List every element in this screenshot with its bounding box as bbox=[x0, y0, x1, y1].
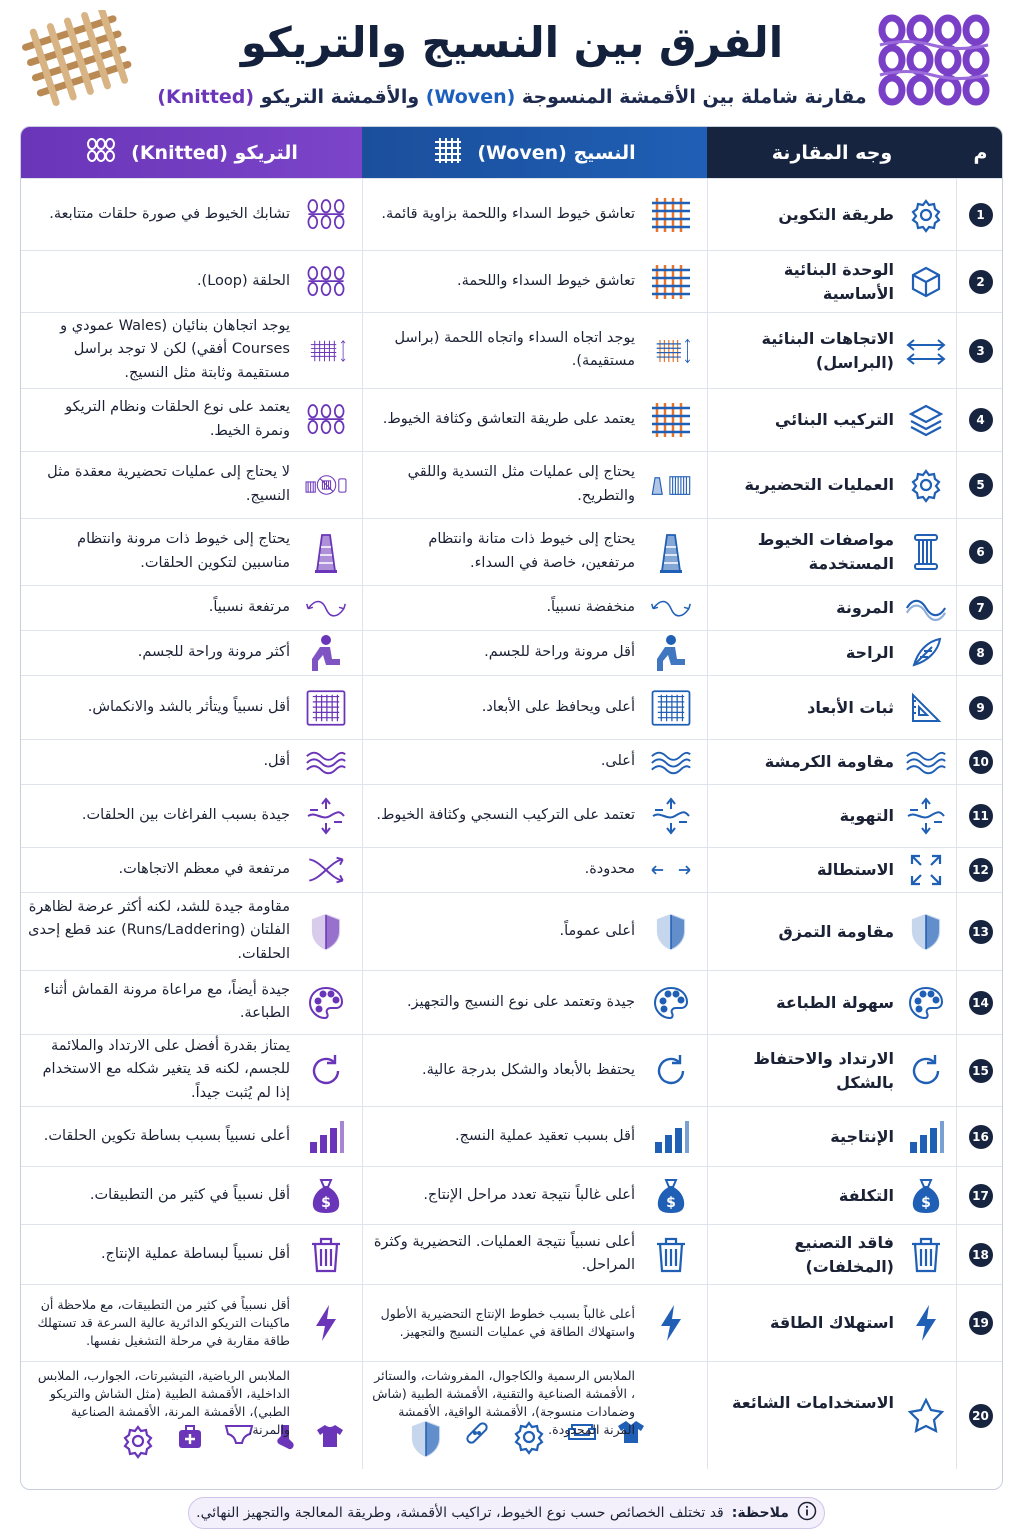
knitted-cell bbox=[21, 1362, 362, 1469]
aspect-cell bbox=[707, 519, 957, 585]
woven-cell bbox=[362, 785, 707, 847]
aspect-cell bbox=[707, 586, 957, 630]
knitted-text: الملابس الرياضية، التيشيرتات، الجوارب، الملابس الداخلية، الأقمشة الطبية (مثل الشاش والتريكو الطبي)، الأقمشة المرنة، الأقمشة الصناعية والمرنة. bbox=[37, 1367, 290, 1437]
woven-cell bbox=[362, 740, 707, 784]
aspect-cell bbox=[707, 389, 957, 451]
woven-grid-icon bbox=[649, 193, 693, 237]
knitted-text: مرتفعة نسبياً. bbox=[208, 599, 290, 616]
knitted-text: يوجد اتجاهان بنائيان (Wales عمودي و Courses أفقي) لكن لا توجد براسل مستقيمة وثابتة مثل النسيج. bbox=[60, 317, 290, 382]
cube-icon bbox=[904, 260, 948, 304]
woven-cell bbox=[362, 179, 707, 250]
knitted-cell bbox=[21, 519, 362, 585]
woven-fabric-illustration-icon bbox=[12, 10, 142, 114]
aspect-cell bbox=[707, 313, 957, 388]
aspect-label: الاستخدامات الشائعة bbox=[731, 1392, 894, 1412]
table-row bbox=[21, 250, 1003, 312]
svg-text:$: $ bbox=[321, 1194, 331, 1211]
woven-cell bbox=[362, 631, 707, 675]
aspect-label: التكلفة bbox=[838, 1185, 894, 1205]
woven-text: أعلى نسبياً نتيجة العمليات. التحضيرية وكثرة المراحل. bbox=[373, 1233, 635, 1274]
aspect-cell bbox=[707, 848, 957, 892]
row-number-badge: 13 bbox=[969, 920, 993, 944]
knitted-text: تشابك الخيوط في صورة حلقات متتابعة. bbox=[49, 205, 290, 222]
aspect-label: الارتداد والاحتفاظ بالشكل bbox=[753, 1048, 894, 1092]
knit-grid-arrows-icon bbox=[304, 329, 348, 373]
row-number-cell bbox=[957, 1167, 1003, 1224]
header-knitted-label: التريكو (Knitted) bbox=[131, 141, 298, 164]
aspect-label: الاتجاهات البنائية (البراسل) bbox=[761, 328, 894, 372]
row-number-badge: 1 bbox=[969, 203, 993, 227]
expand-icon bbox=[904, 848, 948, 892]
knitted-cell bbox=[21, 893, 362, 970]
table-row bbox=[21, 1284, 1003, 1361]
knitted-cell bbox=[21, 740, 362, 784]
palette-icon bbox=[304, 981, 348, 1025]
aspect-label: التركيب البنائي bbox=[774, 410, 894, 429]
table-row bbox=[21, 1106, 1003, 1166]
row-number-cell bbox=[957, 1362, 1003, 1469]
table-row bbox=[21, 518, 1003, 585]
knitted-cell bbox=[21, 251, 362, 312]
shield-icon bbox=[304, 910, 348, 954]
row-number-badge: 17 bbox=[969, 1184, 993, 1208]
knitted-cell bbox=[21, 1035, 362, 1106]
woven-cell bbox=[362, 586, 707, 630]
row-number-badge: 11 bbox=[969, 804, 993, 828]
knitted-text: يحتاج إلى خيوط ذات مرونة وانتظام مناسبين لتكوين الحلقات. bbox=[77, 531, 290, 571]
aspect-cell bbox=[707, 893, 957, 970]
shield-icon bbox=[649, 910, 693, 954]
aspect-cell bbox=[707, 1285, 957, 1361]
header-knitted bbox=[21, 127, 362, 178]
airflow-icon bbox=[904, 794, 948, 838]
note-box bbox=[188, 1497, 825, 1529]
row-number-badge: 8 bbox=[969, 641, 993, 665]
aspect-label: التهوية bbox=[839, 806, 894, 825]
row-number-cell bbox=[957, 631, 1003, 675]
woven-cell bbox=[362, 848, 707, 892]
knitted-cell bbox=[21, 452, 362, 518]
aspect-label: مواصفات الخيوط المستخدمة bbox=[757, 530, 894, 573]
knitted-text: جيدة أيضاً، مع مراعاة مرونة القماش أثناء الطباعة. bbox=[43, 981, 290, 1022]
knitted-text: يعتمد على نوع الحلقات ونظام التريكو ونمرة الخيط. bbox=[65, 399, 290, 439]
woven-text: جيدة وتعتمد على نوع النسيج والتجهيز. bbox=[406, 993, 635, 1010]
yarn-cone-icon bbox=[649, 530, 693, 574]
svg-text:+ bbox=[649, 346, 650, 355]
aspect-label: الإنتاجية bbox=[830, 1126, 894, 1146]
subtitle-knitted: (Knitted) bbox=[157, 86, 255, 108]
aspect-label: المرونة bbox=[836, 598, 894, 617]
woven-text: يعتمد على طريقة التعاشق وكثافة الخيوط. bbox=[382, 411, 635, 428]
woven-cell bbox=[362, 452, 707, 518]
subtitle-and: والأقمشة التريكو bbox=[260, 86, 420, 108]
aspect-label: مقاومة الكرمشة bbox=[764, 752, 894, 771]
subtitle-main: مقارنة شاملة بين الأقمشة المنسوجة bbox=[521, 86, 867, 108]
row-number-badge: 15 bbox=[969, 1059, 993, 1083]
row-number-badge: 10 bbox=[969, 750, 993, 774]
knitted-cell bbox=[21, 586, 362, 630]
woven-text: أعلى غالباً نتيجة تعدد مراحل الإنتاج. bbox=[423, 1186, 635, 1203]
note-text: قد تختلف الخصائص حسب نوع الخيوط، تراكيب الأقمشة، وطريقة المعالجة والتجهيز النهائي. bbox=[196, 1505, 724, 1521]
table-row bbox=[21, 1224, 1003, 1284]
row-number-badge: 16 bbox=[969, 1125, 993, 1149]
table-row bbox=[21, 739, 1003, 784]
trash-icon bbox=[304, 1233, 348, 1277]
shield-icon bbox=[904, 910, 948, 954]
aspect-label: الوحدة البنائية الأساسية bbox=[783, 259, 894, 303]
header-num: م bbox=[957, 127, 1003, 178]
row-number-cell bbox=[957, 313, 1003, 388]
svg-text:$: $ bbox=[666, 1194, 676, 1211]
row-number-cell bbox=[957, 1107, 1003, 1166]
row-number-cell bbox=[957, 740, 1003, 784]
woven-cell bbox=[362, 971, 707, 1034]
knit-loops-icon bbox=[304, 398, 348, 442]
table-row bbox=[21, 892, 1003, 970]
table-row bbox=[21, 784, 1003, 847]
aspect-cell bbox=[707, 740, 957, 784]
table-row bbox=[21, 1166, 1003, 1224]
knitted-cell bbox=[21, 785, 362, 847]
palette-icon bbox=[904, 981, 948, 1025]
table-row bbox=[21, 388, 1003, 451]
aspect-cell bbox=[707, 1035, 957, 1106]
knitted-text: مرتفعة في معظم الاتجاهات. bbox=[118, 861, 290, 878]
feather-icon bbox=[904, 631, 948, 675]
woven-cell bbox=[362, 1225, 707, 1284]
aspect-label: استهلاك الطاقة bbox=[770, 1313, 894, 1332]
table-row bbox=[21, 630, 1003, 675]
row-number-badge: 20 bbox=[969, 1404, 993, 1428]
knitted-cell bbox=[21, 1107, 362, 1166]
woven-text: أقل مرونة وراحة للجسم. bbox=[484, 644, 635, 661]
woven-text: تعاشق خيوط السداء واللحمة بزاوية قائمة. bbox=[381, 205, 635, 222]
row-number-cell bbox=[957, 586, 1003, 630]
aspect-cell bbox=[707, 676, 957, 739]
header bbox=[0, 0, 1024, 122]
set-square-icon bbox=[904, 686, 948, 730]
table-row bbox=[21, 970, 1003, 1034]
curve-arrow-icon bbox=[649, 586, 693, 630]
fabric-square-icon bbox=[649, 686, 693, 730]
spool-icon bbox=[904, 530, 948, 574]
knit-loops-icon bbox=[304, 260, 348, 304]
refresh-icon bbox=[649, 1049, 693, 1093]
airflow-icon bbox=[649, 794, 693, 838]
refresh-icon bbox=[304, 1049, 348, 1093]
row-number-badge: 12 bbox=[969, 858, 993, 882]
header-woven-label: النسيج (Woven) bbox=[477, 141, 636, 164]
aspect-cell bbox=[707, 785, 957, 847]
woven-cell bbox=[362, 1362, 707, 1469]
loom-cone-icon bbox=[649, 463, 693, 507]
aspect-cell bbox=[707, 971, 957, 1034]
money-bag-icon bbox=[649, 1174, 693, 1218]
aspect-label: فاقد التصنيع (المخلفات) bbox=[794, 1232, 894, 1276]
layers-icon bbox=[904, 398, 948, 442]
row-number-cell bbox=[957, 971, 1003, 1034]
row-number-badge: 9 bbox=[969, 696, 993, 720]
row-number-cell bbox=[957, 893, 1003, 970]
knitted-text: يمتاز بقدرة أفضل على الارتداد والملائمة للجسم، لكنه قد يتغير شكله مع الاستخدام إذا لم يُثبت جيداً. bbox=[42, 1037, 290, 1102]
knitted-text: لا يحتاج إلى عمليات تحضيرية معقدة مثل النسيج. bbox=[47, 464, 290, 504]
woven-text: تعتمد على التركيب النسجي وكثافة الخيوط. bbox=[376, 807, 635, 824]
star-icon bbox=[904, 1394, 948, 1438]
row-number-cell bbox=[957, 1225, 1003, 1284]
svg-text:$: $ bbox=[921, 1194, 931, 1211]
fabric-square-icon bbox=[304, 686, 348, 730]
row-number-cell bbox=[957, 1285, 1003, 1361]
row-number-badge: 6 bbox=[969, 540, 993, 564]
gear-icon bbox=[904, 463, 948, 507]
table-row bbox=[21, 451, 1003, 518]
money-bag-icon bbox=[304, 1174, 348, 1218]
woven-text: الملابس الرسمية والكاجوال، المفروشات، والستائر ، الأقمشة الصناعية والتقنية، الأقمشة الطبية (شاش وضمادات منسوجة)، الأقمشة الواقية، الأقمشة المرنة المحدودة. bbox=[372, 1367, 635, 1437]
refresh-icon bbox=[904, 1049, 948, 1093]
woven-grid-arrows-icon bbox=[649, 329, 693, 373]
aspect-cell bbox=[707, 1167, 957, 1224]
woven-cell bbox=[362, 676, 707, 739]
row-number-badge: 18 bbox=[969, 1243, 993, 1267]
knit-loops-icon bbox=[304, 193, 348, 237]
knitted-text: الحلقة (Loop). bbox=[196, 272, 290, 289]
woven-grid-icon bbox=[433, 136, 463, 169]
bar-chart-icon bbox=[649, 1115, 693, 1159]
person-sitting-icon bbox=[304, 631, 348, 675]
table-row bbox=[21, 1034, 1003, 1106]
aspect-label: طريقة التكوين bbox=[778, 204, 894, 224]
page-title: الفرق بين النسيج والتريكو bbox=[240, 18, 784, 67]
woven-text: أعلى غالباً بسبب خطوط الإنتاج التحضيرية الأطول واستهلاك الطاقة في عمليات النسيج والتجهيز. bbox=[380, 1305, 635, 1339]
row-number-cell bbox=[957, 179, 1003, 250]
row-number-cell bbox=[957, 452, 1003, 518]
woven-grid-icon bbox=[649, 398, 693, 442]
aspect-label: الاستطالة bbox=[817, 860, 894, 879]
woven-cell bbox=[362, 313, 707, 388]
table-header bbox=[21, 127, 1003, 178]
table-row bbox=[21, 1361, 1003, 1469]
woven-cell bbox=[362, 1107, 707, 1166]
row-number-cell bbox=[957, 785, 1003, 847]
aspect-cell bbox=[707, 251, 957, 312]
woven-cell bbox=[362, 519, 707, 585]
horizontal-arrows-icon bbox=[649, 848, 693, 892]
aspect-label: الراحة bbox=[845, 643, 894, 662]
knitted-text: جيدة بسبب الفراغات بين الحلقات. bbox=[81, 807, 290, 824]
lightning-icon bbox=[649, 1301, 693, 1345]
table-row bbox=[21, 312, 1003, 388]
row-number-cell bbox=[957, 848, 1003, 892]
woven-grid-icon bbox=[649, 260, 693, 304]
aspect-cell bbox=[707, 452, 957, 518]
header-woven bbox=[362, 127, 707, 178]
info-icon bbox=[797, 1501, 817, 1525]
trash-icon bbox=[904, 1233, 948, 1277]
table-row bbox=[21, 847, 1003, 892]
double-arrows-icon bbox=[904, 329, 948, 373]
wave-icon bbox=[904, 586, 948, 630]
woven-text: تعاشق خيوط السداء واللحمة. bbox=[457, 272, 635, 289]
woven-cell bbox=[362, 1285, 707, 1361]
comparison-table bbox=[20, 126, 1003, 1490]
knitted-cell bbox=[21, 1285, 362, 1361]
aspect-label: ثبات الأبعاد bbox=[807, 697, 894, 717]
woven-cell bbox=[362, 1167, 707, 1224]
knitted-cell bbox=[21, 179, 362, 250]
knitted-text: أقل نسبياً لبساطة عملية الإنتاج. bbox=[100, 1245, 290, 1262]
row-number-badge: 14 bbox=[969, 991, 993, 1015]
row-number-badge: 3 bbox=[969, 339, 993, 363]
page-subtitle bbox=[150, 86, 874, 108]
knitted-cell bbox=[21, 631, 362, 675]
row-number-badge: 7 bbox=[969, 596, 993, 620]
aspect-label: سهولة الطباعة bbox=[776, 992, 894, 1012]
person-sitting-icon bbox=[649, 631, 693, 675]
row-number-badge: 4 bbox=[969, 408, 993, 432]
woven-cell bbox=[362, 893, 707, 970]
knitted-cell bbox=[21, 1225, 362, 1284]
bar-chart-icon bbox=[904, 1115, 948, 1159]
airflow-icon bbox=[304, 794, 348, 838]
row-number-cell bbox=[957, 519, 1003, 585]
knitted-text: أقل نسبياً في كثير من التطبيقات. bbox=[89, 1186, 290, 1203]
woven-cell bbox=[362, 251, 707, 312]
aspect-cell bbox=[707, 1107, 957, 1166]
knit-loops-icon bbox=[85, 136, 117, 169]
subtitle-woven: (Woven) bbox=[425, 86, 516, 108]
yarn-cone-icon bbox=[304, 530, 348, 574]
row-number-badge: 5 bbox=[969, 473, 993, 497]
woven-text: أعلى. bbox=[600, 753, 635, 770]
no-loom-icon bbox=[304, 463, 348, 507]
table-row bbox=[21, 585, 1003, 630]
row-number-badge: 19 bbox=[969, 1311, 993, 1335]
aspect-label: العمليات التحضيرية bbox=[744, 475, 894, 494]
woven-text: يحتفظ بالأبعاد والشكل بدرجة عالية. bbox=[422, 1061, 635, 1078]
aspect-cell bbox=[707, 179, 957, 250]
header-aspect: وجه المقارنة bbox=[707, 127, 957, 178]
waves-icon bbox=[649, 740, 693, 784]
money-bag-icon bbox=[904, 1174, 948, 1218]
lightning-icon bbox=[904, 1301, 948, 1345]
aspect-cell bbox=[707, 1362, 957, 1469]
palette-icon bbox=[649, 981, 693, 1025]
table-row bbox=[21, 675, 1003, 739]
woven-text: محدودة. bbox=[584, 861, 635, 878]
row-number-cell bbox=[957, 389, 1003, 451]
tshirt-icon bbox=[316, 1423, 344, 1463]
woven-cell bbox=[362, 1035, 707, 1106]
svg-text:+ bbox=[304, 347, 305, 355]
woven-cell bbox=[362, 389, 707, 451]
aspect-label: مقاومة التمزق bbox=[778, 921, 894, 941]
trash-icon bbox=[649, 1233, 693, 1277]
woven-text: أقل بسبب تعقيد عملية النسج. bbox=[454, 1127, 635, 1144]
note-label: ملاحظة: bbox=[731, 1505, 789, 1521]
waves-icon bbox=[904, 740, 948, 784]
row-number-cell bbox=[957, 676, 1003, 739]
lightning-icon bbox=[304, 1301, 348, 1345]
gear-icon bbox=[904, 193, 948, 237]
knitted-cell bbox=[21, 676, 362, 739]
woven-text: منخفضة نسبياً. bbox=[546, 599, 635, 616]
aspect-cell bbox=[707, 1225, 957, 1284]
row-number-badge: 2 bbox=[969, 270, 993, 294]
bar-chart-icon bbox=[304, 1115, 348, 1159]
knitted-cell bbox=[21, 971, 362, 1034]
knitted-cell bbox=[21, 1167, 362, 1224]
woven-text: يحتاج إلى خيوط ذات متانة وانتظام مرتفعين، خاصة في السداء. bbox=[428, 531, 635, 571]
knitted-text: أكثر مرونة وراحة للجسم. bbox=[137, 644, 290, 661]
row-number-cell bbox=[957, 1035, 1003, 1106]
woven-text: يوجد اتجاه السداء واتجاه اللحمة (براسل مستقيمة). bbox=[394, 329, 635, 370]
curve-arrow-icon bbox=[304, 586, 348, 630]
knitted-text: أقل نسبياً في كثير من التطبيقات، مع ملاحظة أن ماكينات التريكو الدائرية عالية السرعة قد تستهلك طاقة مقاربة في مرحلة التشغيل نفسها. bbox=[37, 1296, 290, 1349]
cross-arrows-icon bbox=[304, 848, 348, 892]
knitted-text: أقل. bbox=[263, 753, 290, 770]
waves-icon bbox=[304, 740, 348, 784]
woven-text: أعلى ويحافظ على الأبعاد. bbox=[481, 698, 635, 715]
table-row bbox=[21, 178, 1003, 250]
aspect-cell bbox=[707, 631, 957, 675]
woven-text: يحتاج إلى عمليات مثل التسدية واللقي والتطريح. bbox=[407, 464, 635, 504]
knitted-fabric-illustration-icon bbox=[870, 10, 1010, 114]
knitted-text: أقل نسبياً ويتأثر بالشد والانكماش. bbox=[87, 698, 290, 715]
knitted-cell bbox=[21, 313, 362, 388]
knitted-cell bbox=[21, 389, 362, 451]
knitted-text: مقاومة جيدة للشد، لكنه أكثر عرضة لظاهرة الفلتان (Runs/Laddering) عند قطع إحدى الحلقات. bbox=[28, 898, 290, 963]
knitted-cell bbox=[21, 848, 362, 892]
knitted-text: أعلى نسبياً بسبب بساطة تكوين الحلقات. bbox=[43, 1127, 290, 1144]
woven-text: أعلى عموماً. bbox=[559, 922, 635, 939]
row-number-cell bbox=[957, 251, 1003, 312]
